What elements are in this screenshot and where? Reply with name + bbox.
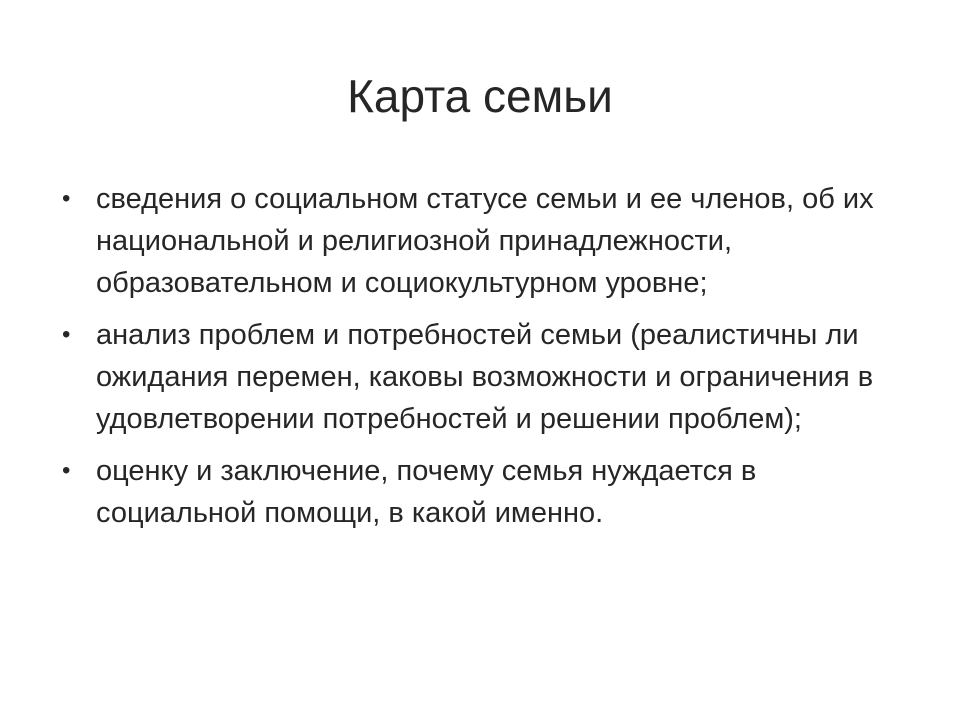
bullet-text: сведения о социальном статусе семьи и ее членов, об их национальной и религиозной принадлежности, образовательном и социокультурном уровне; (96, 183, 874, 299)
slide-title: Карта семьи (347, 70, 613, 122)
bullet-icon: • (62, 457, 71, 484)
bullet-icon: • (62, 185, 71, 212)
bullet-list (62, 178, 882, 544)
bullet-item (62, 450, 882, 534)
bullet-text: оценку и заключение, почему семья нуждается в социальной помощи, в какой именно. (96, 455, 757, 529)
bullet-item (62, 178, 882, 304)
bullet-icon: • (62, 321, 71, 348)
bullet-text: анализ проблем и потребностей семьи (реалистичны ли ожидания перемен, каковы возможности и ограничения в удовлетворении потребностей и решении проблем); (96, 319, 874, 435)
bullet-item (62, 314, 882, 440)
